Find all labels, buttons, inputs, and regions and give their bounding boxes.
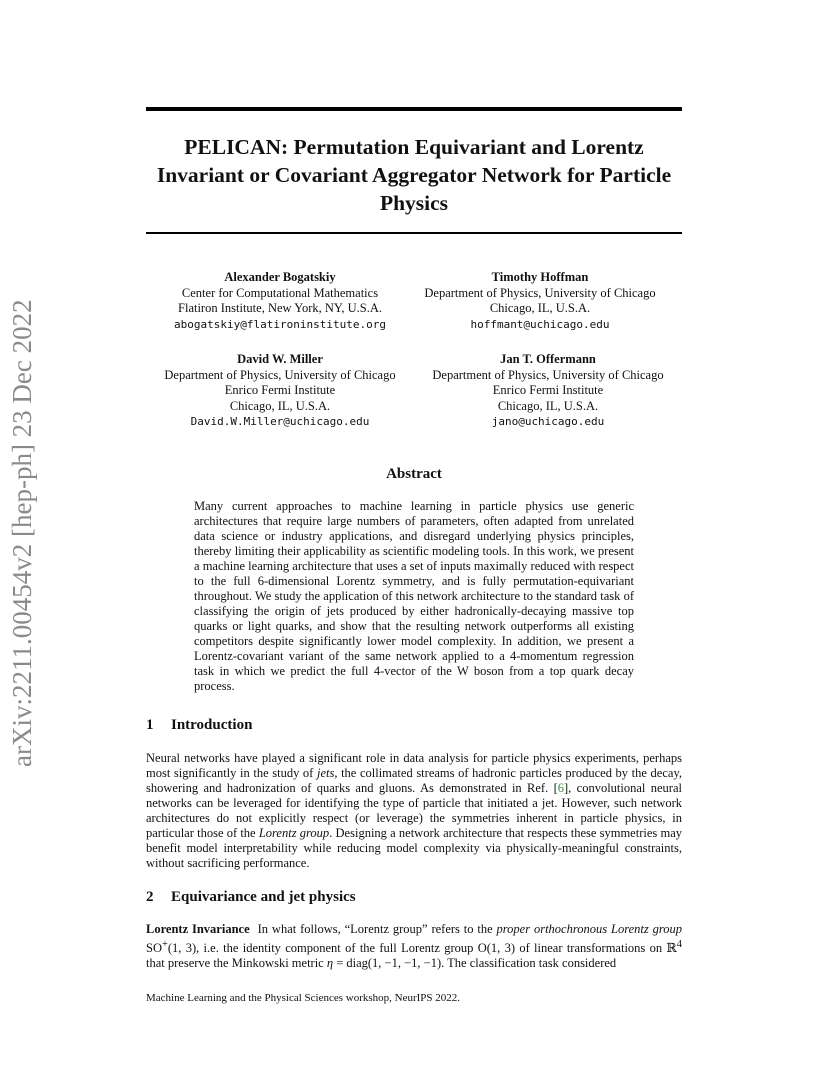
author-name: David W. Miller (237, 352, 323, 366)
section-number: 1 (146, 717, 154, 733)
introduction-paragraph (146, 751, 682, 871)
citation-link[interactable]: 6 (557, 781, 564, 795)
text-run: that preserve the Minkowski metric (146, 956, 327, 971)
section-number: 2 (146, 889, 154, 905)
author-affiliation: Enrico Fermi Institute (492, 383, 604, 397)
superscript: 4 (676, 939, 682, 950)
text-run: Neural networks have played a significant role in data analysis for particle physics experiments, perhaps most significantly in the study of (146, 751, 682, 780)
author-name: Timothy Hoffman (491, 270, 589, 284)
text-run: ], convolutional neural networks can be leveraged for identifying the type of particle that initiated a jet. However, such network architectures do not explicitly respect (or leverage) the symmetries inherent in particle physics, in particular those of the (146, 781, 682, 840)
title-rule (146, 232, 682, 234)
author-block-3 (146, 352, 414, 430)
text-run: . Designing a network architecture that respects these symmetries may benefit model interpretability while reducing model complexity via physically-meaningful constraints, without sacrificing performance. (146, 826, 682, 870)
author-affiliation: Enrico Fermi Institute (224, 383, 336, 397)
top-rule (146, 107, 682, 111)
author-affiliation: Center for Computational Mathematics (181, 285, 379, 300)
author-email[interactable]: abogatskiy@flatironinstitute.org (174, 317, 386, 331)
math-symbol: η (326, 956, 334, 971)
section-title: Introduction (171, 717, 253, 733)
author-affiliation: Chicago, IL, U.S.A. (489, 301, 591, 315)
page-footer: Machine Learning and the Physical Sciences workshop, NeurIPS 2022. (146, 992, 461, 1004)
emphasis-text: Lorentz group (258, 826, 330, 840)
author-email[interactable]: David.W.Miller@uchicago.edu (190, 415, 370, 428)
text-run: (1, 3), i.e. the identity component of the full Lorentz group O(1, 3) of linear transformations on ℝ (167, 941, 677, 956)
arxiv-identifier-stamp: arXiv:2211.00454v2 [hep-ph] 23 Dec 2022 (7, 299, 37, 767)
section-heading-equivariance (146, 889, 356, 906)
paper-title: PELICAN: Permutation Equivariant and Lorentz Invariant or Covariant Aggregator Network for Particle Physics (156, 135, 672, 215)
emphasis-text: proper orthochronous Lorentz group (496, 922, 683, 936)
text-run: , the collimated streams of hadronic particles produced by the decay, showering and hadronization of quarks and gluons. As demonstrated in Ref. [ (146, 766, 683, 795)
author-affiliation: Department of Physics, University of Chicago (432, 367, 664, 382)
author-email[interactable]: hoffmant@uchicago.edu (470, 317, 610, 331)
text-run: = diag(1, −1, −1, −1). The classification task considered (333, 956, 617, 971)
author-block-2 (406, 270, 674, 332)
author-name: Alexander Bogatskiy (224, 270, 336, 284)
author-block-4 (414, 352, 682, 430)
author-affiliation: Flatiron Institute, New York, NY, U.S.A. (178, 301, 382, 315)
author-name: Jan T. Offermann (500, 352, 596, 366)
author-email[interactable]: jano@uchicago.edu (491, 415, 605, 428)
section-heading-introduction (146, 717, 252, 734)
text-run: SO (146, 941, 162, 956)
abstract-body: Many current approaches to machine learning in particle physics use generic architectures that require large numbers of parameters, often adapted from unrelated data science or industry applications, and disregard underlying physics principles, thereby limiting their applicability as scientific modeling tools. In this work, we present a machine learning architecture that uses a set of inputs maximally reduced with respect to the full 6-dimensional Lorentz symmetry, and is fully permutation-equivariant throughout. We study the application of this network architecture to the standard task of classifying the origin of jets produced by either hadronically-decaying massive top quarks or light quarks, and show that the resulting network outperforms all existing competitors despite significantly lower model complexity. In addition, we present a Lorentz-covariant variant of the same network applied to a 4-momentum regression task in which we predict the full 4-vector of the W boson from a top quark decay process. (194, 499, 634, 693)
lorentz-invariance-paragraph (146, 922, 682, 971)
author-affiliation: Chicago, IL, U.S.A. (229, 398, 331, 413)
abstract-heading: Abstract (386, 466, 442, 482)
author-affiliation: Department of Physics, University of Chicago (164, 367, 396, 382)
emphasis-text: jets (316, 766, 335, 780)
author-block-1 (146, 270, 414, 332)
author-affiliation: Chicago, IL, U.S.A. (497, 398, 599, 413)
paragraph-runin-heading: Lorentz Invariance (146, 922, 250, 936)
section-title: Equivariance and jet physics (171, 889, 356, 905)
author-affiliation: Department of Physics, University of Chicago (424, 285, 656, 300)
text-run: In what follows, “Lorentz group” refers to the (257, 922, 497, 936)
superscript: + (161, 939, 168, 950)
